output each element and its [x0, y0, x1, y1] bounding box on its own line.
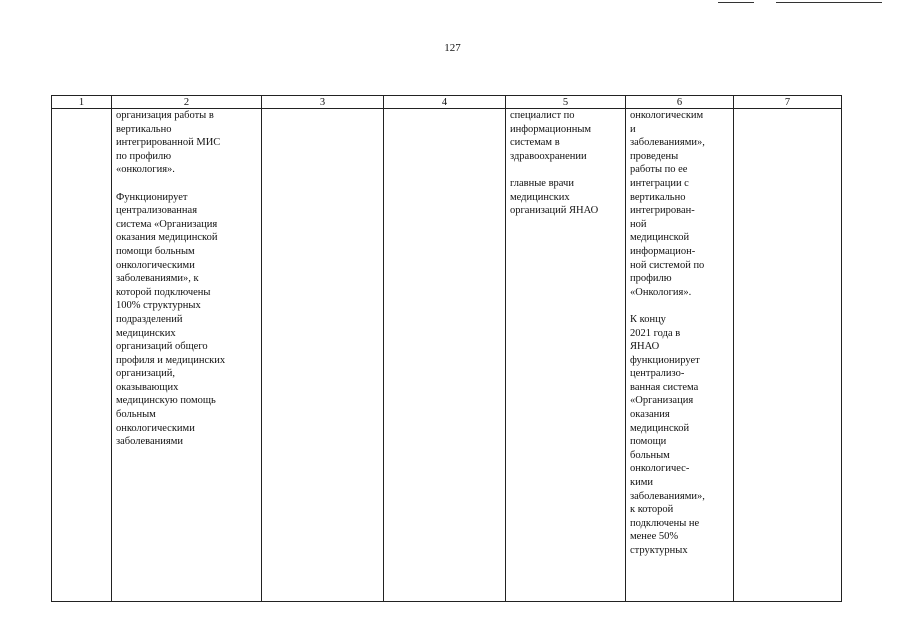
text-line: оказывающих: [116, 381, 179, 393]
cell-col4: [384, 109, 506, 602]
text-line: по профилю: [116, 150, 172, 162]
text-line: К концу: [630, 313, 666, 325]
col5-paragraph-1: [510, 109, 623, 163]
table-header-row: [52, 96, 842, 109]
text-line: заболеваниями», к: [116, 273, 199, 285]
text-line: медицинскую помощь: [116, 395, 216, 407]
column-header-3: 3: [262, 96, 384, 109]
text-line: функционирует: [630, 354, 700, 366]
text-line: онкологическими: [116, 422, 195, 434]
text-line: заболеваниями: [116, 436, 183, 448]
text-line: профилю: [630, 273, 672, 285]
text-line: онкологическим: [630, 110, 704, 121]
text-line: ЯНАО: [630, 341, 660, 353]
text-line: ной: [630, 218, 647, 230]
cell-col7: [734, 109, 842, 602]
cell-col6: [626, 109, 734, 602]
text-line: информационным: [510, 123, 592, 135]
text-line: централизо-: [630, 368, 685, 380]
column-header-6: 6: [626, 96, 734, 109]
text-line: подразделений: [116, 313, 183, 325]
text-line: к которой: [630, 504, 674, 516]
text-line: организаций,: [116, 368, 175, 380]
cell-col3: [262, 109, 384, 602]
text-line: больным: [116, 409, 156, 421]
column-header-7: 7: [734, 96, 842, 109]
cell-col5: [506, 109, 626, 602]
col6-paragraph-2: [630, 313, 731, 558]
text-line: здравоохранении: [510, 150, 587, 162]
top-rule-left: [718, 2, 754, 3]
col2-paragraph-2: [116, 191, 259, 449]
table-row: [52, 109, 842, 602]
text-line: заболеваниями»,: [630, 137, 705, 149]
text-line: вертикально: [630, 191, 686, 203]
text-line: подключены не: [630, 517, 700, 529]
text-line: «онкология».: [116, 164, 175, 176]
document-table: [51, 95, 842, 602]
cell-col2: [112, 109, 262, 602]
text-line: работы по ее: [630, 164, 688, 176]
text-line: организация работы в: [116, 110, 214, 121]
text-line: «Онкология».: [630, 286, 692, 298]
paragraph-gap: [510, 163, 623, 177]
text-line: система «Организация: [116, 218, 218, 230]
text-line: «Организация: [630, 395, 694, 407]
col5-paragraph-2: [510, 177, 623, 218]
column-header-5: 5: [506, 96, 626, 109]
cell-col1: [52, 109, 112, 602]
text-line: ванная система: [630, 381, 699, 393]
text-line: больным: [630, 449, 670, 461]
top-rule-right: [776, 2, 882, 3]
paragraph-gap: [630, 299, 731, 313]
col2-paragraph-1: [116, 109, 259, 177]
text-line: вертикально: [116, 123, 172, 135]
text-line: оказания медицинской: [116, 232, 218, 244]
column-header-1: 1: [52, 96, 112, 109]
text-line: которой подключены: [116, 286, 211, 298]
text-line: ной системой по: [630, 259, 705, 271]
column-header-4: 4: [384, 96, 506, 109]
text-line: заболеваниями»,: [630, 490, 705, 502]
text-line: интегрированной МИС: [116, 137, 221, 149]
text-line: онкологическими: [116, 259, 195, 271]
col6-paragraph-1: [630, 109, 731, 299]
text-line: 2021 года в: [630, 327, 681, 339]
text-line: профиля и медицинских: [116, 354, 226, 366]
text-line: кими: [630, 477, 653, 489]
text-line: интегрирован-: [630, 205, 695, 217]
paragraph-gap: [116, 177, 259, 191]
text-line: оказания: [630, 409, 670, 421]
text-line: помощи: [630, 436, 667, 448]
text-line: централизованная: [116, 205, 198, 217]
text-line: 100% структурных: [116, 300, 201, 312]
text-line: системам в: [510, 137, 560, 149]
column-header-2: 2: [112, 96, 262, 109]
text-line: структурных: [630, 545, 688, 556]
text-line: медицинских: [510, 191, 570, 203]
text-line: интеграции с: [630, 177, 689, 189]
text-line: проведены: [630, 150, 679, 162]
text-line: главные врачи: [510, 177, 574, 189]
text-line: и: [630, 123, 636, 135]
text-line: менее 50%: [630, 531, 679, 543]
page-number: 127: [444, 42, 461, 54]
text-line: онкологичес-: [630, 463, 690, 475]
text-line: помощи больным: [116, 245, 195, 257]
text-line: медицинских: [116, 327, 176, 339]
text-line: медицинской: [630, 232, 690, 244]
text-line: информацион-: [630, 245, 696, 257]
text-line: Функционирует: [116, 191, 188, 203]
text-line: организаций ЯНАО: [510, 205, 599, 217]
text-line: медицинской: [630, 422, 690, 434]
text-line: специалист по: [510, 110, 575, 121]
text-line: организаций общего: [116, 341, 208, 353]
